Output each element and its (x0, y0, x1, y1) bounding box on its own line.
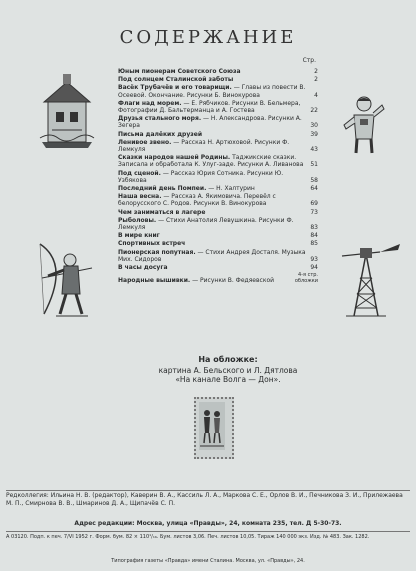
radio-tower-illustration (340, 238, 402, 318)
toc-entry (118, 217, 318, 231)
toc-entry-title: Пионерская попутная. (118, 248, 196, 256)
toc-entry-page: 69 (310, 200, 318, 208)
toc-entry (118, 170, 318, 184)
toc-entry-page: 2 (314, 68, 318, 75)
toc-entry-title: Под сценой. (118, 169, 161, 177)
toc-entry-page: 22 (310, 107, 318, 115)
toc-entry-title: Васёк Трубачёв и его товарищи. (118, 84, 232, 92)
stamp-illustration (194, 397, 234, 459)
print-info: А 03120. Подп. к печ. 7/VI 1952 г. Форм. бум. 82 × 110¹/₁₆. Бум. листов 3,06. Печ. листов 10,05. Тираж 140 000 экз. Изд. № 483. Зак. 1282. (6, 531, 410, 541)
toc-entry-page: 73 (310, 208, 318, 216)
toc-entry (118, 249, 318, 263)
boy-illustration (342, 95, 386, 155)
toc-entry (118, 131, 318, 138)
toc-entry-page: 2 (314, 76, 318, 84)
toc-entry-title: Юным пионерам Советского Союза (118, 68, 241, 75)
editorial-address: Адрес редакции: Москва, улица «Правды», 24, комната 235, тел. Д 5-30-73. (74, 520, 342, 527)
toc-entry (118, 185, 318, 192)
toc-entry-title: В мире книг (118, 232, 160, 240)
toc-entry-page: 58 (310, 176, 318, 184)
toc-entry-page: 39 (310, 130, 318, 138)
toc-entry-title: Наша весна. (118, 193, 162, 201)
toc-entry (118, 68, 318, 75)
toc-entry-page: 84 (310, 232, 318, 240)
toc-entry (118, 139, 318, 153)
toc-entry-details: — Е. Рябчиков. Рисунки В. Бельмера, Фотографии Д. Бальтерманца и А. Гостева (118, 99, 301, 115)
page-title: СОДЕРЖАНИЕ (119, 27, 297, 48)
toc-entry-title: Рыболовы. (118, 216, 157, 224)
toc-entry-page: 43 (310, 146, 318, 154)
toc-entry-page: 30 (310, 122, 318, 130)
toc-entry-page: 93 (310, 255, 318, 263)
toc-entry-page: 4-я стр. обложки (294, 272, 318, 285)
toc-entry-details: — Стихи Андрея Досталя. Музыка Мих. Сидоров (118, 248, 306, 263)
toc-entry-page: 83 (310, 224, 318, 232)
cover-line-2: «На канале Волга — Дон». (175, 375, 281, 384)
toc-entry-details: — Рассказ Юрия Сотника. Рисунки Ю. Узбякова (118, 169, 284, 184)
toc-entry-details: — Рисунки В. Федяевской (190, 277, 275, 285)
toc-entry (118, 264, 318, 271)
toc-entry-details: — Главы из повести В. Осеевой. Окончание. Рисунки Б. Винокурова (118, 84, 306, 99)
toc-entry (118, 154, 318, 168)
toc-entry-details: — Н. Халтурин (206, 185, 255, 193)
archer-illustration (30, 240, 98, 320)
toc-entry (118, 84, 318, 98)
toc-entry-page: 64 (310, 185, 318, 193)
toc-entry (118, 193, 318, 207)
toc-entry-title: Друзья стального моря. (118, 115, 202, 123)
toc-entry (118, 232, 318, 239)
stamp-figures-icon (196, 399, 228, 453)
toc-entry-title: Народные вышивки. (118, 277, 191, 285)
toc-entry (118, 209, 318, 216)
toc-entry-details: Таджикские сказки. Записала и обработала К. Улуг-заде. Рисунки А. Ливанова (118, 154, 304, 169)
toc-entry (118, 240, 318, 247)
toc-entry-title: Под солнцем Сталинской заботы (118, 76, 234, 84)
toc-entry-details: — Рассказ А. Якимовича. Перевёл с белорусского С. Родов. Рисунки В. Винокурова (118, 193, 276, 208)
toc-entry-title: Флаги над морем. (118, 99, 182, 107)
toc-entry-page: 85 (310, 240, 318, 248)
toc-entry-title: Сказки народов нашей Родины. (118, 154, 231, 162)
toc-entry (118, 115, 318, 129)
cover-line-1: картина А. Бельского и Л. Дятлова (158, 366, 298, 375)
toc-entry-title: Ленивое звено. (118, 138, 172, 146)
page-column-label: Стр. (302, 57, 316, 64)
toc-entry-page: 94 (310, 264, 318, 272)
toc-entry-title: Последний день Помпеи. (118, 185, 207, 193)
toc-entry-details: — Н. Александрова. Рисунки А. Зегера (118, 115, 302, 130)
table-of-contents (118, 68, 318, 284)
toc-entry-details: — Стихи Анатолия Левушкина. Рисунки Ф. Лемкуля (118, 216, 294, 232)
toc-entry-page: 51 (310, 161, 318, 169)
cover-description (118, 366, 338, 384)
toc-entry-title: Письма далёких друзей (118, 130, 203, 138)
toc-entry-details: — Рассказ Н. Артюховой. Рисунки Ф. Лемкуля (118, 138, 290, 154)
toc-entry-page: 4 (314, 91, 318, 99)
toc-entry-title: Чем заниматься в лагере (118, 208, 206, 216)
editorial-board: Редколлегия: Ильина Н. В. (редактор), Каверин В. А., Кассиль Л. А., Маркова С. Е., Орлов В. И., Печникова З. И., Прилежаева М. П., Смирнова В. В., Шмаринов Д. А., Щипачёв С. П. (6, 490, 410, 507)
printer-info: Типография газеты «Правда» имени Сталина. Москва, ул. «Правды», 24. (111, 558, 305, 564)
toc-entry-title: Спортивных встреч (118, 240, 186, 248)
cover-heading: На обложке: (198, 355, 258, 364)
toc-entry (118, 76, 318, 83)
toc-entry (118, 272, 318, 284)
lighthouse-illustration (38, 72, 96, 152)
toc-entry (118, 100, 318, 114)
toc-entry-title: В часы досуга (118, 264, 168, 272)
